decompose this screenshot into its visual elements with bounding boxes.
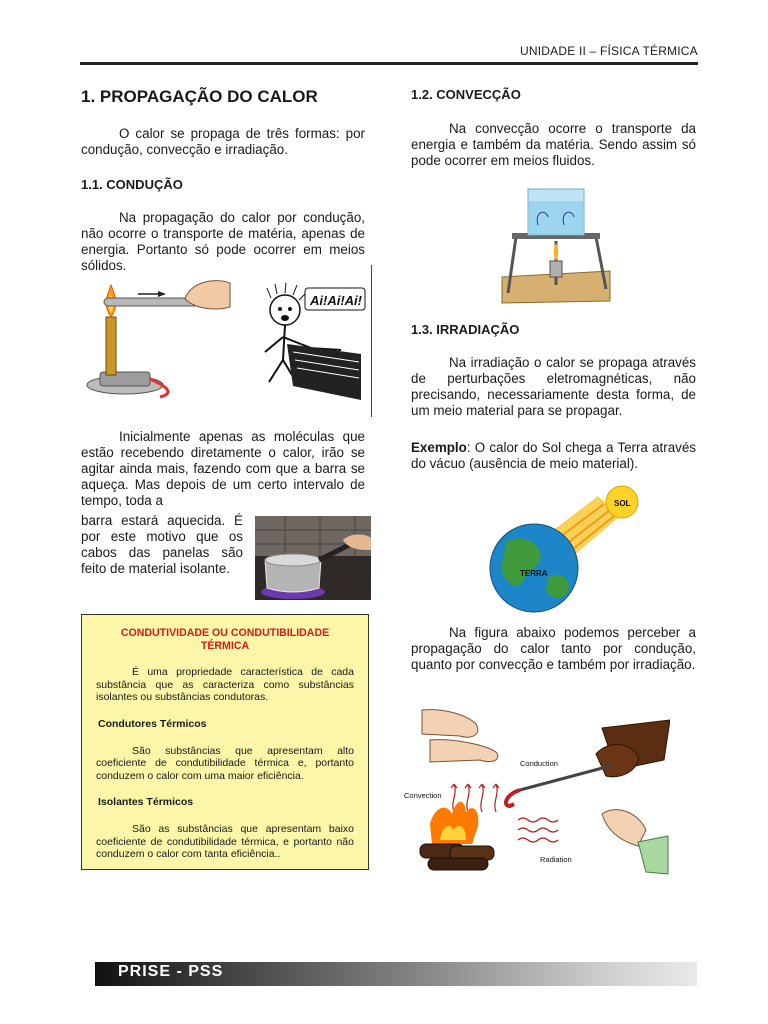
ai-ai-ai-text: Ai!Ai!Ai!	[310, 293, 362, 308]
beaker-convection-illustration	[498, 185, 614, 305]
unit-header: UNIDADE II – FÍSICA TÉRMICA	[520, 44, 698, 58]
earth-label: TERRA	[520, 569, 548, 578]
radiation-label: Radiation	[540, 855, 572, 864]
convection-paragraph: Na convecção ocorre o transporte da energia e também da matéria. Sendo assim só pode ocorrer em meios fluidos.	[411, 121, 696, 168]
insulators-text: São as substâncias que apresentam baixo coeficiente de condutibilidade térmica, e portanto não conduzem o calor com tanta eficiência..	[96, 822, 354, 861]
sun-label: SOL	[614, 499, 631, 508]
molecules-paragraph: Inicialmente apenas as moléculas que estão recebendo diretamente o calor, irão se agitar ainda mais, fazendo com que a barra se aqueça. Mas depois de um certo intervalo de tempo, toda a	[81, 429, 365, 508]
sun-earth-illustration	[488, 482, 648, 616]
irradiation-heading: 1.3. IRRADIAÇÃO	[411, 322, 520, 337]
header-rule	[80, 62, 698, 65]
insulators-title: Isolantes Térmicos	[98, 796, 194, 809]
convection-label: Convection	[404, 791, 442, 800]
example-label: Exemplo	[411, 440, 467, 455]
conduction-paragraph: Na propagação do calor por condução, não ocorre o transporte de matéria, apenas de energia. Portanto só pode ocorrer em meios sólidos.	[81, 210, 365, 273]
conduction-heading: 1.1. CONDUÇÃO	[81, 177, 183, 192]
conductors-title: Condutores Térmicos	[98, 717, 207, 730]
pan-on-stove-photo	[255, 516, 371, 600]
bunsen-burner-bar-illustration	[80, 277, 240, 407]
burned-person-cartoon	[253, 282, 369, 402]
thermal-conductivity-box	[81, 614, 369, 870]
box-title: CONDUTIVIDADE OU CONDUTIBILIDADE TÉRMICA	[120, 627, 330, 652]
page-title: 1. PROPAGAÇÃO DO CALOR	[81, 87, 318, 106]
box-description: É uma propriedade característica de cada substância que as caracteriza como substâncias isolantes ou substâncias condutoras.	[96, 666, 354, 704]
irradiation-paragraph: Na irradiação o calor se propaga através de perturbações eletromagnéticas, não precisando, necessariamente desta forma, de um meio material para se propagar.	[411, 355, 696, 418]
irradiation-example	[411, 440, 696, 472]
example-text: : O calor do Sol chega a Terra através do vácuo (ausência de meio material).	[411, 440, 696, 471]
pan-handles-paragraph: barra estará aquecida. É por este motivo que os cabos das panelas são feito de material isolante.	[81, 513, 243, 576]
figure-paragraph: Na figura abaixo podemos perceber a propagação do calor tanto por condução, quanto por convecção e também por irradiação.	[411, 625, 696, 672]
conductors-text: São substâncias que apresentam alto coeficiente de condutibilidade térmica e, portanto conduzem o calor com uma maior eficiência.	[96, 744, 354, 782]
convection-heading: 1.2. CONVECÇÃO	[411, 87, 521, 102]
conduction-label: Conduction	[520, 759, 558, 768]
intro-paragraph: O calor se propaga de três formas: por condução, convecção e irradiação.	[81, 126, 365, 157]
column-divider	[371, 265, 372, 417]
footer-text: PRISE - PSS	[118, 963, 224, 980]
heat-transfer-figure	[402, 704, 670, 876]
